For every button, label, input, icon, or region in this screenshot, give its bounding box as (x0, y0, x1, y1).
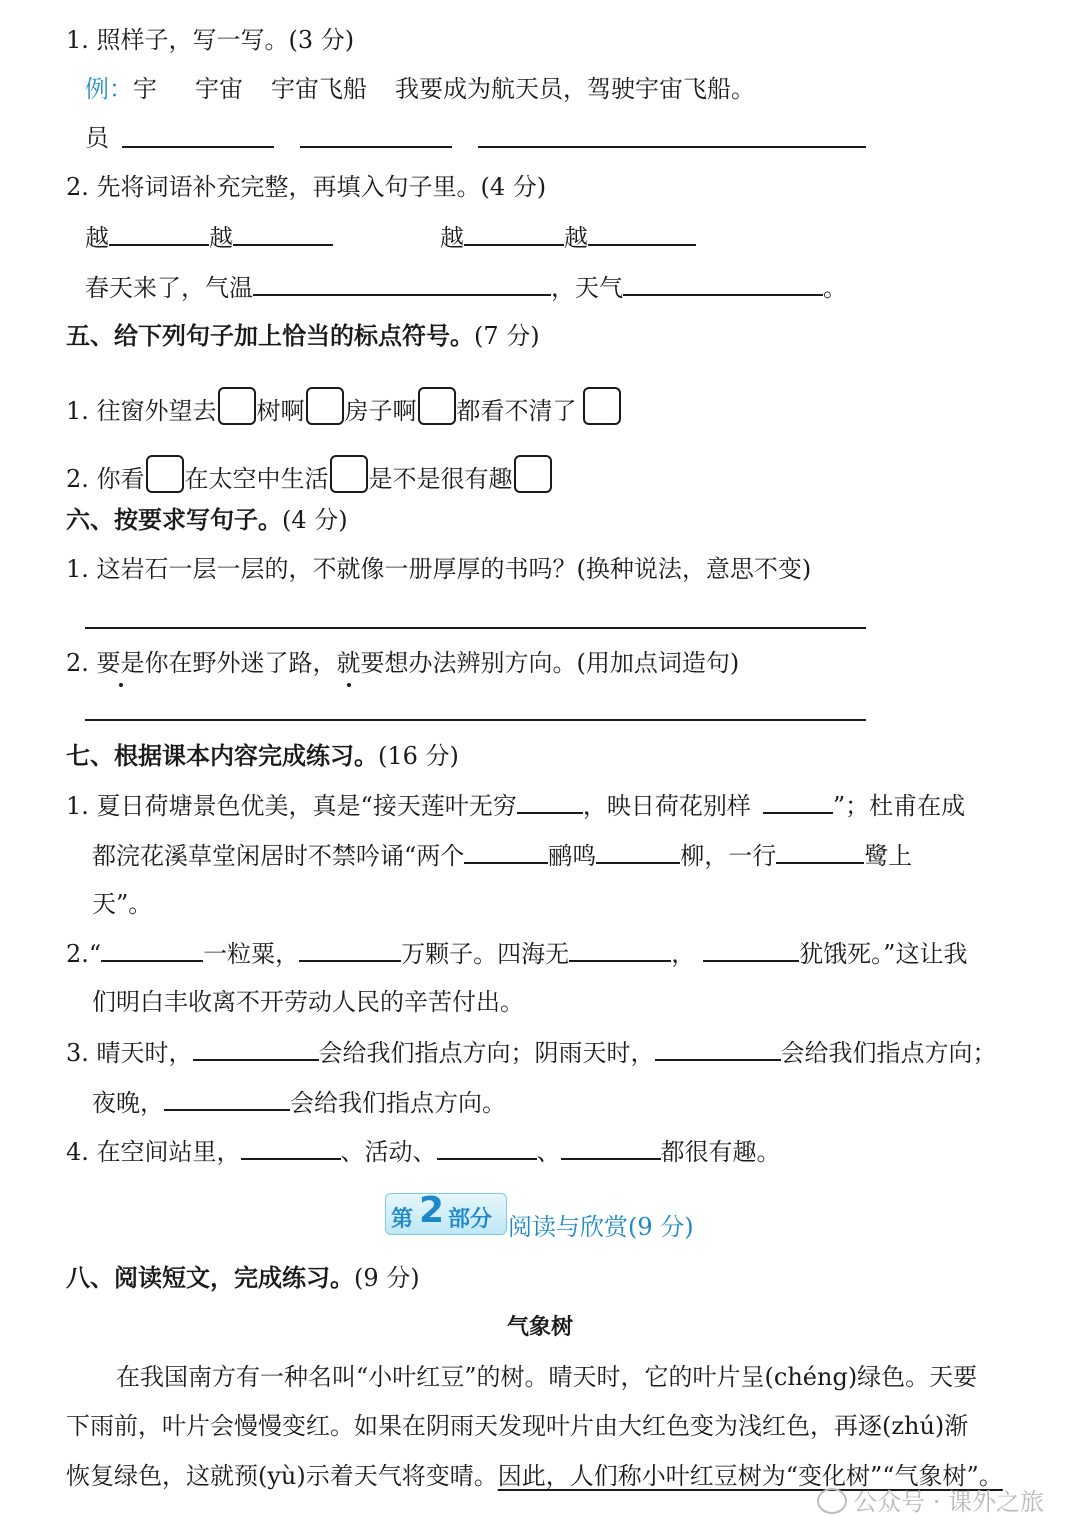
s7-q4 (66, 1136, 781, 1167)
sentence-text: ，天气 (551, 274, 623, 302)
article-title: 气象树 (506, 1315, 573, 1340)
sentence-text: 夏日荷塘景色优美，真是“接天莲叶无穷 (96, 792, 517, 820)
watermark (817, 1482, 1044, 1517)
underlined-sentence: 因此，人们称小叶红豆树为“变化树”“气象树”。 (497, 1462, 1003, 1490)
fill-blank[interactable] (655, 1037, 781, 1061)
fill-blank[interactable] (464, 222, 564, 246)
fill-blank[interactable] (164, 1087, 290, 1111)
fill-blank[interactable] (193, 1037, 319, 1061)
article-paragraph-line: 在我国南方有一种名叫“小叶红豆”的树。晴天时，它的叶片呈(chéng)绿色。天要 (116, 1363, 978, 1391)
section-title: 六、按要求写句子。 (66, 506, 282, 534)
section-title: 五、给下列句子加上恰当的标点符号。 (66, 322, 474, 350)
fill-blank[interactable] (437, 1136, 537, 1160)
fill-blank[interactable] (464, 840, 548, 864)
dotted-word: 要是 (96, 649, 145, 677)
wechat-icon (817, 1488, 847, 1514)
yue-char: 越 (440, 224, 464, 252)
fill-blank[interactable] (253, 272, 551, 296)
answer-start-char: 员 (85, 124, 109, 152)
sentence-text: 你看 (96, 465, 145, 493)
sentence-text: 会给我们指点方向。 (290, 1089, 506, 1117)
punct-box[interactable] (418, 387, 456, 425)
sentence-text: ”；杜甫在成 (832, 792, 966, 820)
item-number: 3. (66, 1039, 89, 1067)
punct-box[interactable] (218, 387, 256, 425)
answer-blank[interactable] (478, 146, 866, 148)
q2-title: 2. 先将词语补充完整，再填入句子里。(4 分) (66, 173, 547, 201)
q1-title: 1. 照样子，写一写。(3 分) (66, 26, 355, 54)
fill-blank[interactable] (233, 222, 333, 246)
sentence-text: 这岩石一层一层的，不就像一册厚厚的书吗？ (96, 555, 577, 583)
item-number: 4. (66, 1138, 89, 1166)
sentence-text: 。 (823, 274, 847, 302)
fill-blank[interactable] (596, 840, 680, 864)
s6-q2 (66, 648, 739, 678)
sentence-text: 往窗外望去 (96, 397, 217, 425)
part-2-badge (385, 1190, 507, 1235)
sentence-text: 恢复绿色，这就预(yù)示着天气将变晴。 (66, 1462, 498, 1490)
fill-blank[interactable] (561, 1136, 661, 1160)
fill-blank[interactable] (299, 938, 401, 962)
sentence-text: 会给我们指点方向；阴雨天时， (318, 1039, 655, 1067)
sentence-text: 在空间站里， (96, 1138, 241, 1166)
punct-box[interactable] (514, 455, 552, 493)
section-score: (9 分) (354, 1264, 420, 1292)
requirement: (换种说法，意思不变) (576, 555, 812, 583)
s7-q1-line1 (66, 790, 965, 821)
fill-blank[interactable] (588, 222, 696, 246)
sentence-text: “ (88, 940, 102, 968)
sentence-text: 都很有趣。 (660, 1138, 781, 1166)
sentence-text: 在太空中生活 (184, 465, 329, 493)
sentence-text: 你在野外迷了路， (144, 649, 337, 677)
sentence-text: ， (671, 940, 696, 968)
yue-char: 越 (209, 224, 233, 252)
requirement: (用加点词造句) (576, 649, 740, 677)
section-8-heading (66, 1263, 420, 1293)
example-word: 宇宙飞船 (271, 75, 367, 103)
example-word: 宇 (133, 75, 157, 103)
section-7-heading (66, 741, 459, 771)
part-2-title: 阅读与欣赏(9 分) (508, 1213, 694, 1241)
yue-row-2 (440, 222, 696, 253)
fill-blank[interactable] (109, 222, 209, 246)
fill-blank[interactable] (763, 790, 833, 814)
sentence-text: 都浣花溪草堂闲居时不禁吟诵“两个 (92, 842, 465, 870)
fill-blank[interactable] (776, 840, 864, 864)
section-score: (7 分) (474, 322, 540, 350)
section-title: 七、根据课本内容完成练习。 (66, 742, 378, 770)
fill-blank[interactable] (101, 938, 203, 962)
s7-q3-line1 (66, 1037, 997, 1068)
punct-box[interactable] (306, 387, 344, 425)
q2-sentence (85, 272, 847, 303)
s7-q2-line1 (66, 938, 967, 969)
sentence-text: 夜晚， (92, 1089, 164, 1117)
article-paragraph-line: 下雨前，叶片会慢慢变红。如果在阴雨天发现叶片由大红色变为浅红色，再逐(zhú)渐 (66, 1412, 969, 1440)
fill-blank[interactable] (623, 272, 823, 296)
example-word: 宇宙 (195, 75, 243, 103)
yue-row-1 (85, 222, 333, 253)
sentence-text: 是不是很有趣 (368, 465, 513, 493)
item-number: 2. (66, 940, 89, 968)
section-score: (4 分) (282, 506, 348, 534)
sentence-text: 鹭上 (864, 842, 913, 870)
s7-q1-line3: 天”。 (92, 890, 153, 918)
example-sentence: 我要成为航天员，驾驶宇宙飞船。 (395, 75, 755, 103)
answer-blank[interactable] (300, 146, 452, 148)
dotted-word: 就 (336, 649, 361, 677)
fill-blank[interactable] (569, 938, 671, 962)
item-number: 2. (66, 649, 89, 677)
badge-number: 2 (419, 1190, 445, 1231)
s7-q3-line2 (92, 1087, 506, 1118)
section-5-heading (66, 321, 540, 351)
sentence-text: 鹂鸣 (548, 842, 597, 870)
answer-blank[interactable] (122, 146, 274, 148)
fill-blank[interactable] (517, 790, 583, 814)
sentence-text: 晴天时， (96, 1039, 193, 1067)
sentence-text: ，映日荷花别样 (582, 792, 751, 820)
punct-line-2 (66, 455, 553, 494)
punct-box[interactable] (583, 387, 621, 425)
s7-q2-line2: 们明白丰收离不开劳动人民的辛苦付出。 (92, 988, 524, 1016)
watermark-text: 公众号 · 课外之旅 (853, 1488, 1044, 1516)
sentence-text: 都看不清了 (456, 397, 577, 425)
yue-char: 越 (85, 224, 109, 252)
sentence-text: 要想办法辨别方向。 (360, 649, 577, 677)
item-number: 1. (66, 555, 89, 583)
sentence-text: 、活动、 (340, 1138, 437, 1166)
sentence-text: 万颗子。四海无 (401, 940, 570, 968)
item-number: 1. (66, 792, 89, 820)
badge-text: 第 (391, 1207, 414, 1232)
sentence-text: 一粒粟， (203, 940, 300, 968)
example-label: 例： (85, 75, 133, 103)
q1-answer-line (85, 123, 109, 153)
q1-example (85, 74, 755, 104)
badge-text: 部分 (448, 1207, 493, 1232)
fill-blank[interactable] (703, 938, 799, 962)
fill-blank[interactable] (241, 1136, 341, 1160)
sentence-text: 犹饿死。”这让我 (799, 940, 968, 968)
sentence-text: 会给我们指点方向； (780, 1039, 997, 1067)
section-6-heading (66, 505, 348, 535)
sentence-text: 树啊 (256, 397, 305, 425)
answer-line[interactable] (85, 719, 866, 721)
yue-char: 越 (564, 224, 588, 252)
sentence-text: 柳，一行 (680, 842, 777, 870)
punct-line-1 (66, 387, 622, 426)
answer-line[interactable] (85, 627, 866, 629)
section-score: (16 分) (378, 742, 459, 770)
s6-q1 (66, 554, 811, 584)
sentence-text: 、 (536, 1138, 561, 1166)
item-number: 2. (66, 465, 89, 493)
sentence-text: 房子啊 (344, 397, 417, 425)
s7-q1-line2 (92, 840, 912, 871)
punct-box[interactable] (330, 455, 368, 493)
punct-box[interactable] (146, 455, 184, 493)
sentence-text: 春天来了，气温 (85, 274, 253, 302)
section-title: 八、阅读短文，完成练习。 (66, 1264, 354, 1292)
item-number: 1. (66, 397, 89, 425)
